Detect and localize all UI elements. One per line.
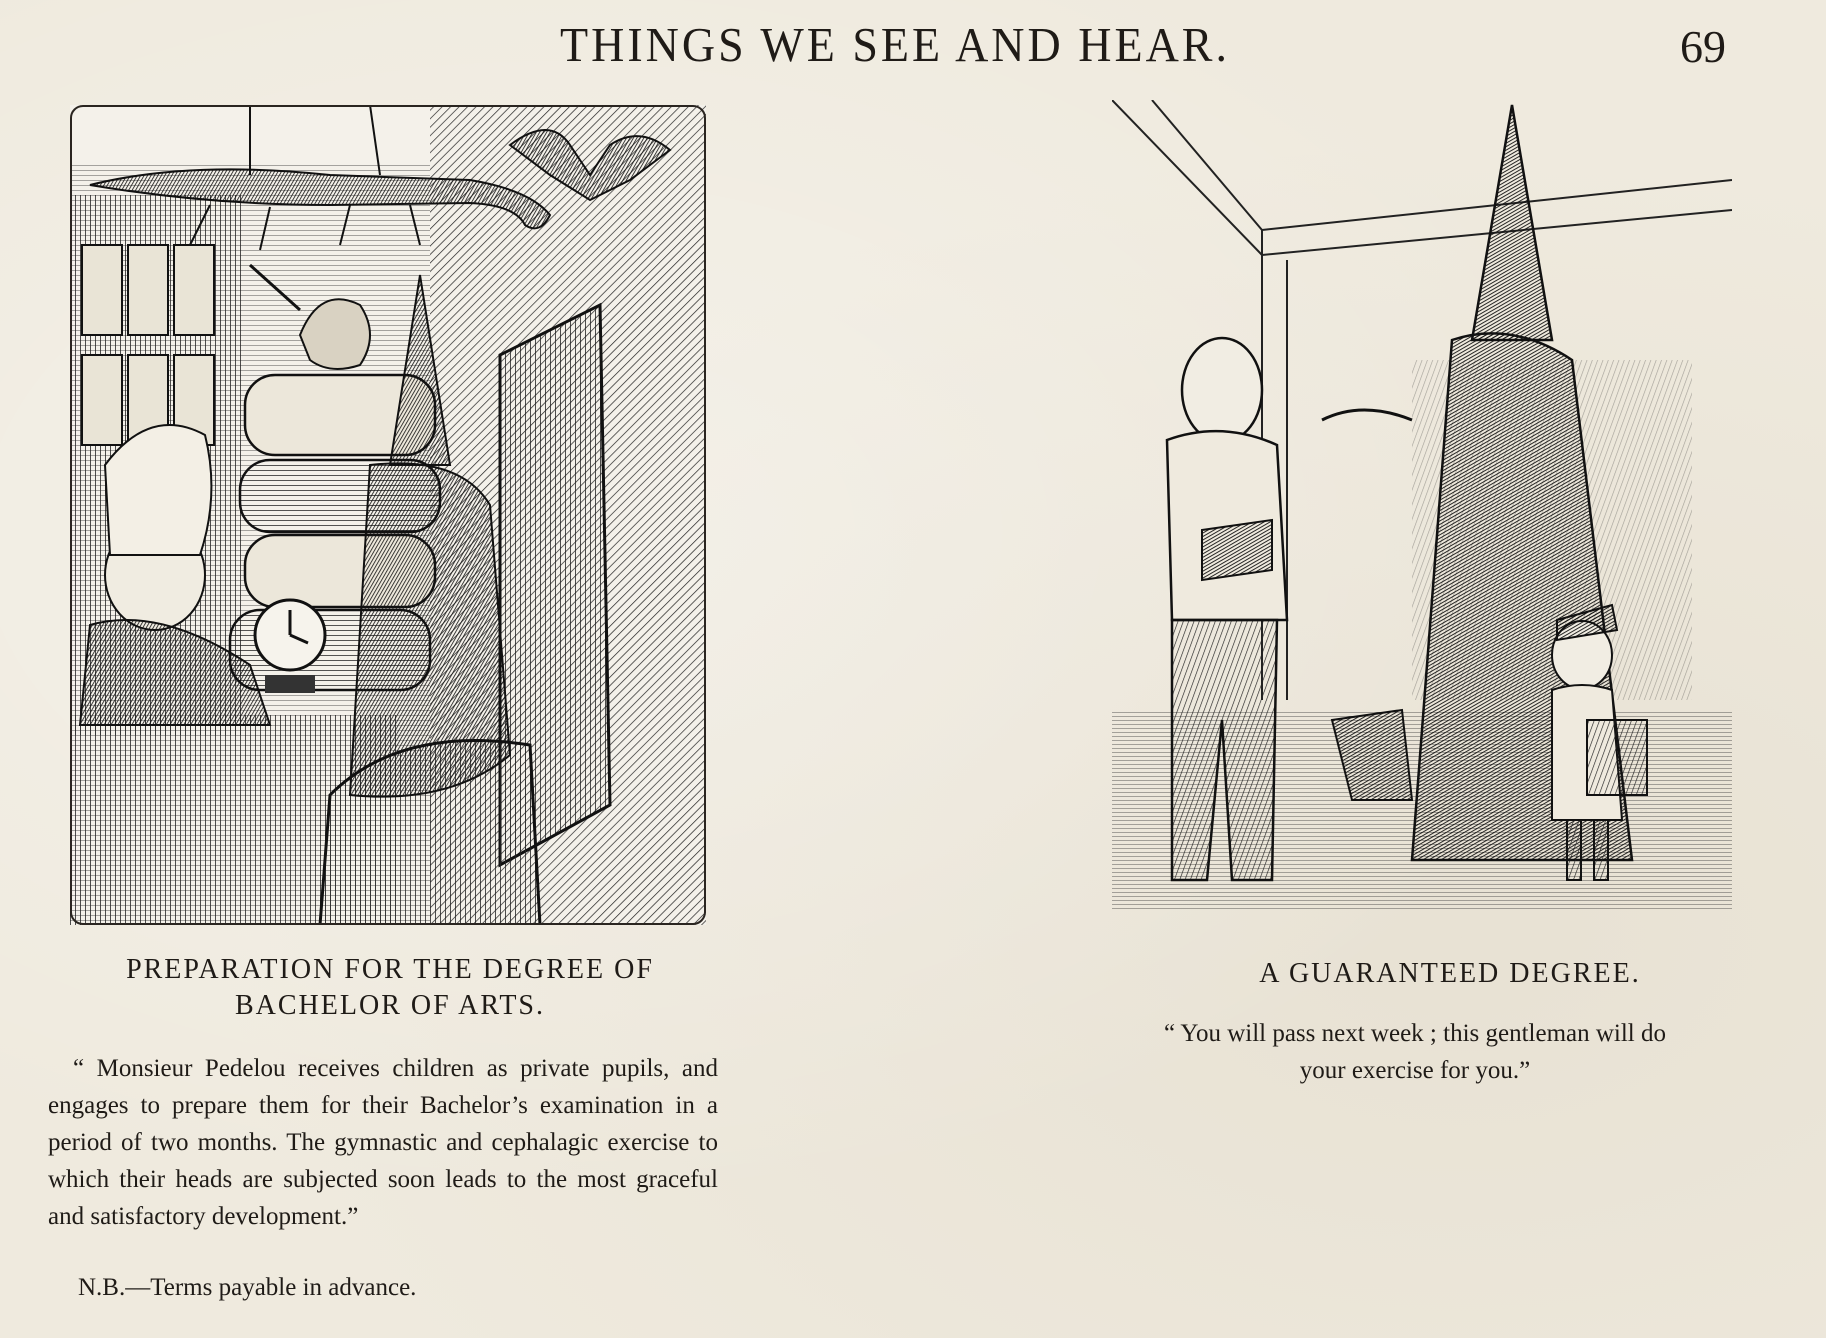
right-quote-line-1: “ You will pass next week ; this gentleman will do	[1163, 1020, 1667, 1047]
right-quote-paragraph	[1090, 1015, 1740, 1089]
left-quote-paragraph: “ Monsieur Pedelou receives children as private pupils, and engages to prepare them for their Bachelor’s examination in a period of two months. The gymnastic and cephalagic exercise to which their heads are subjected soon leads to the most graceful and satisfactory development.”	[48, 1055, 718, 1230]
left-illustration	[70, 105, 706, 925]
left-caption-title	[60, 952, 720, 1024]
left-caption-line-1: PREPARATION FOR THE DEGREE OF	[126, 954, 654, 985]
left-caption-line-2: BACHELOR OF ARTS.	[234, 990, 546, 1021]
running-head: THINGS WE SEE AND HEAR.	[560, 17, 1230, 72]
page-number: 69	[1680, 21, 1726, 72]
engraving-study-icon	[70, 105, 706, 925]
right-quote-line-2: your exercise for you.”	[1299, 1057, 1531, 1084]
right-caption-title: A GUARANTEED DEGREE.	[1259, 958, 1641, 989]
right-illustration	[1112, 100, 1732, 935]
engraving-wizard-icon	[1112, 100, 1732, 935]
nb-note: N.B.—Terms payable in advance.	[78, 1274, 417, 1301]
